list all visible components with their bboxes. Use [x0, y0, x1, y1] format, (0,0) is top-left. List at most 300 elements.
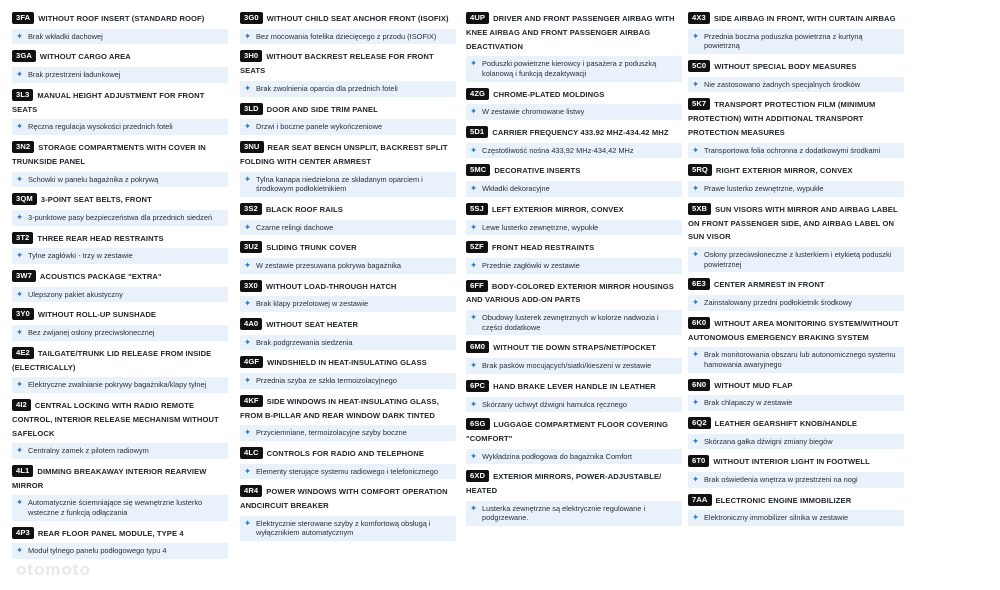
- sparkle-icon: ✦: [244, 221, 252, 232]
- sparkle-icon: ✦: [244, 259, 252, 270]
- option-title: DRIVER AND FRONT PASSENGER AIRBAG WITH KNEE AIRBAG AND FRONT PASSENGER AIRBAG DEACTIVATION: [466, 14, 675, 51]
- option-description-box: [688, 295, 904, 311]
- equipment-item: [240, 485, 456, 541]
- option-description-box: [688, 29, 904, 54]
- option-code-badge: 3N2: [12, 141, 34, 153]
- equipment-heading: [12, 308, 228, 322]
- option-description-box: [240, 220, 456, 236]
- equipment-heading: [688, 60, 904, 74]
- equipment-item: [240, 141, 456, 197]
- option-code-badge: 5RQ: [688, 164, 712, 176]
- equipment-heading: [240, 485, 456, 513]
- equipment-item: [466, 164, 682, 196]
- option-code-badge: 4GF: [240, 356, 263, 368]
- option-title: WITHOUT CARGO AREA: [39, 52, 131, 62]
- option-title: TRANSPORT PROTECTION FILM (MINIMUM PROTECTION) WITH ADDITIONAL TRANSPORT PROTECTION MEASURES: [688, 100, 876, 137]
- sparkle-icon: ✦: [16, 327, 24, 338]
- option-title: HAND BRAKE LEVER HANDLE IN LEATHER: [493, 381, 656, 391]
- option-description-box: [466, 310, 682, 335]
- option-code-badge: 3H0: [240, 50, 262, 62]
- option-description: Tylne zagłówki - trzy w zestawie: [28, 251, 133, 261]
- option-title: REAR FLOOR PANEL MODULE, TYPE 4: [37, 528, 184, 538]
- option-code-badge: 3W7: [12, 270, 36, 282]
- sparkle-icon: ✦: [470, 450, 478, 461]
- option-description-box: [240, 425, 456, 441]
- option-description-box: [688, 434, 904, 450]
- equipment-heading: [12, 399, 228, 440]
- equipment-item: [240, 12, 456, 44]
- option-description-box: [466, 358, 682, 374]
- sparkle-icon: ✦: [244, 298, 252, 309]
- option-description: Bez zwijanej osłony przeciwsłonecznej: [28, 328, 155, 338]
- equipment-item: [466, 470, 682, 526]
- option-code-badge: 6N0: [688, 379, 710, 391]
- equipment-item: [688, 278, 904, 310]
- option-code-badge: 3NU: [240, 141, 264, 153]
- option-description: Brak przestrzeni ładunkowej: [28, 70, 121, 80]
- sparkle-icon: ✦: [16, 173, 24, 184]
- option-title: WITHOUT SEAT HEATER: [266, 319, 359, 329]
- sparkle-icon: ✦: [470, 312, 478, 323]
- option-description-box: [466, 501, 682, 526]
- equipment-heading: [240, 50, 456, 78]
- option-description-box: [240, 335, 456, 351]
- equipment-item: [240, 356, 456, 388]
- equipment-item: [12, 347, 228, 393]
- equipment-item: [240, 280, 456, 312]
- option-title: SIDE WINDOWS IN HEAT-INSULATING GLASS, FROM B-PILLAR AND REAR WINDOW DARK TINTED: [240, 396, 439, 420]
- equipment-heading: [12, 465, 228, 493]
- option-description-box: [12, 29, 228, 45]
- option-description-box: [240, 81, 456, 97]
- option-description-box: [12, 325, 228, 341]
- equipment-item: [688, 417, 904, 449]
- equipment-column-3: [466, 12, 682, 587]
- option-title: RIGHT EXTERIOR MIRROR, CONVEX: [715, 166, 853, 176]
- option-title: SUN VISORS WITH MIRROR AND AIRBAG LABEL ON FRONT PASSENGER SIDE, AND AIRBAG LABEL ON SUN VISOR: [688, 204, 898, 242]
- option-description: Przednia szyba ze szkła termoizolacyjnego: [256, 376, 397, 386]
- option-description: Transportowa folia ochronna z dodatkowymi środkami: [704, 145, 881, 155]
- sparkle-icon: ✦: [692, 397, 700, 408]
- option-description: Elektrycznie sterowane szyby z komfortową obsługą i wyłącznikiem automatycznym: [256, 518, 431, 538]
- option-description: Poduszki powietrzne kierowcy i pasażera z poduszką kolanową i funkcją dezaktywacji: [482, 59, 657, 78]
- equipment-heading: [688, 12, 904, 26]
- option-description: Nie zastosowano żadnych specjalnych środków: [704, 79, 861, 89]
- option-title: LEATHER GEARSHIFT KNOB/HANDLE: [714, 418, 858, 428]
- option-description-box: [240, 172, 456, 197]
- sparkle-icon: ✦: [16, 445, 24, 456]
- option-code-badge: 3FA: [12, 12, 34, 24]
- option-description-box: [688, 247, 904, 272]
- option-description: Czarne relingi dachowe: [256, 222, 334, 232]
- sparkle-icon: ✦: [470, 58, 478, 69]
- equipment-heading: [240, 356, 456, 370]
- equipment-item: [466, 126, 682, 158]
- option-code-badge: 4LC: [240, 447, 263, 459]
- sparkle-icon: ✦: [470, 360, 478, 371]
- equipment-item: [688, 455, 904, 487]
- option-code-badge: 4R4: [240, 485, 262, 497]
- option-description-box: [12, 210, 228, 226]
- sparkle-icon: ✦: [16, 379, 24, 390]
- option-title: CHROME-PLATED MOLDINGS: [493, 89, 605, 99]
- option-title: BODY-COLORED EXTERIOR MIRROR HOUSINGS AND VARIOUS ADD-ON PARTS: [466, 281, 674, 305]
- equipment-heading: [466, 470, 682, 498]
- option-description-box: [240, 296, 456, 312]
- equipment-item: [688, 317, 904, 373]
- sparkle-icon: ✦: [16, 545, 24, 556]
- option-title: WITHOUT MUD FLAP: [714, 380, 793, 390]
- equipment-heading: [12, 89, 228, 117]
- option-description: Ulepszony pakiet akustyczny: [28, 289, 123, 299]
- option-title: WITHOUT BACKREST RELEASE FOR FRONT SEATS: [240, 52, 434, 76]
- equipment-item: [466, 280, 682, 336]
- equipment-item: [466, 12, 682, 82]
- option-description-box: [688, 395, 904, 411]
- option-title: EXTERIOR MIRRORS, POWER-ADJUSTABLE/ HEATED: [466, 472, 662, 496]
- option-title: SLIDING TRUNK COVER: [266, 243, 357, 253]
- equipment-item: [466, 418, 682, 464]
- option-description: Brak zwolnienia oparcia dla przednich foteli: [256, 83, 398, 93]
- option-code-badge: 5XB: [688, 203, 711, 215]
- option-description: Brak wkładki dachowej: [28, 31, 103, 41]
- equipment-column-2: [240, 12, 456, 587]
- option-code-badge: 3L3: [12, 89, 33, 101]
- equipment-item: [12, 527, 228, 559]
- equipment-heading: [688, 455, 904, 469]
- option-description: W zestawie chromowane listwy: [482, 107, 585, 117]
- option-description: Brak klapy przelotowej w zestawie: [256, 299, 369, 309]
- option-description: Brak oświetlenia wnętrza w przestrzeni na nogi: [704, 475, 858, 485]
- option-description-box: [12, 287, 228, 303]
- option-description: Częstotliwość nośna 433,92 MHz-434,42 MHz: [482, 145, 634, 155]
- option-title: CONTROLS FOR RADIO AND TELEPHONE: [266, 448, 424, 458]
- option-description-box: [240, 258, 456, 274]
- option-code-badge: 5D1: [466, 126, 488, 138]
- option-code-badge: 3LD: [240, 103, 263, 115]
- equipment-heading: [466, 380, 682, 394]
- option-title: TAILGATE/TRUNK LID RELEASE FROM INSIDE (ELECTRICALLY): [12, 348, 212, 372]
- option-description-box: [688, 510, 904, 526]
- equipment-heading: [12, 12, 228, 26]
- equipment-heading: [688, 379, 904, 393]
- equipment-heading: [688, 494, 904, 508]
- equipment-item: [466, 241, 682, 273]
- option-description-box: [12, 248, 228, 264]
- sparkle-icon: ✦: [16, 497, 24, 508]
- option-code-badge: 5C0: [688, 60, 710, 72]
- sparkle-icon: ✦: [470, 144, 478, 155]
- option-description-box: [240, 516, 456, 541]
- sparkle-icon: ✦: [16, 250, 24, 261]
- sparkle-icon: ✦: [692, 78, 700, 89]
- equipment-item: [12, 270, 228, 302]
- option-description: Przyciemniane, termoizolacyjne szyby boczne: [256, 428, 407, 438]
- option-title: REAR SEAT BENCH UNSPLIT, BACKREST SPLIT FOLDING WITH CENTER ARMREST: [240, 142, 448, 166]
- option-title: LUGGAGE COMPARTMENT FLOOR COVERING "COMFORT": [466, 420, 669, 443]
- option-title: WITHOUT TIE DOWN STRAPS/NET/POCKET: [493, 343, 656, 353]
- option-description-box: [688, 181, 904, 197]
- equipment-heading: [688, 278, 904, 292]
- option-description: Prawe lusterko zewnętrzne, wypukłe: [704, 184, 824, 194]
- option-title: WITHOUT INTERIOR LIGHT IN FOOTWELL: [713, 457, 870, 467]
- option-code-badge: 5K7: [688, 98, 710, 110]
- equipment-item: [688, 494, 904, 526]
- sparkle-icon: ✦: [16, 69, 24, 80]
- sparkle-icon: ✦: [692, 183, 700, 194]
- equipment-heading: [240, 203, 456, 217]
- equipment-heading: [240, 241, 456, 255]
- equipment-heading: [12, 141, 228, 169]
- option-title: WITHOUT SPECIAL BODY MEASURES: [714, 61, 857, 71]
- equipment-heading: [12, 270, 228, 284]
- option-code-badge: 4P3: [12, 527, 34, 539]
- sparkle-icon: ✦: [692, 144, 700, 155]
- equipment-item: [12, 12, 228, 44]
- sparkle-icon: ✦: [692, 249, 700, 260]
- equipment-heading: [466, 341, 682, 355]
- option-code-badge: 6FF: [466, 280, 488, 292]
- equipment-heading: [240, 447, 456, 461]
- option-description: Bez mocowania fotelika dziecięcego z przodu (ISOFIX): [256, 31, 437, 41]
- option-code-badge: 4L1: [12, 465, 33, 477]
- option-code-badge: 3X0: [240, 280, 262, 292]
- option-description: Automatycznie ściemniające się wewnętrzne lusterko wsteczne z funkcją odłączania: [28, 498, 203, 518]
- sparkle-icon: ✦: [470, 106, 478, 117]
- option-code-badge: 3G0: [240, 12, 263, 24]
- option-title: CENTER ARMREST IN FRONT: [713, 280, 825, 290]
- option-code-badge: 3T2: [12, 232, 33, 244]
- equipment-column-1: [12, 12, 228, 587]
- option-description-box: [240, 29, 456, 45]
- option-description: Przednie zagłówki w zestawie: [482, 260, 580, 270]
- option-code-badge: 7AA: [688, 494, 712, 506]
- option-code-badge: 5ZF: [466, 241, 488, 253]
- option-title: WITHOUT LOAD-THROUGH HATCH: [265, 281, 397, 291]
- option-description: Brak pasków mocujących/siatki/kieszeni w zestawie: [482, 361, 652, 371]
- option-code-badge: 6PC: [466, 380, 489, 392]
- option-title: DECORATIVE INSERTS: [494, 166, 581, 176]
- equipment-item: [240, 203, 456, 235]
- option-description-box: [466, 220, 682, 236]
- equipment-item: [240, 103, 456, 135]
- option-description: Zainstalowany przedni podłokietnik środkowy: [704, 298, 852, 308]
- equipment-item: [240, 318, 456, 350]
- option-code-badge: 3S2: [240, 203, 262, 215]
- option-description: Drzwi i boczne panele wykończeniowe: [256, 122, 383, 132]
- option-description-box: [12, 172, 228, 188]
- option-title: WINDSHIELD IN HEAT-INSULATING GLASS: [267, 358, 427, 368]
- sparkle-icon: ✦: [244, 517, 252, 528]
- option-description-box: [12, 543, 228, 559]
- option-description-box: [240, 119, 456, 135]
- option-description-box: [466, 104, 682, 120]
- option-description-box: [12, 119, 228, 135]
- option-description-box: [688, 472, 904, 488]
- option-description: Elementy sterujące systemu radiowego i telefonicznego: [256, 466, 438, 476]
- option-title: THREE REAR HEAD RESTRAINTS: [37, 233, 164, 243]
- equipment-item: [240, 50, 456, 96]
- sparkle-icon: ✦: [16, 121, 24, 132]
- equipment-item: [12, 89, 228, 135]
- option-title: BLACK ROOF RAILS: [265, 204, 343, 214]
- option-title: 3-POINT SEAT BELTS, FRONT: [40, 195, 152, 205]
- option-code-badge: 4X3: [688, 12, 710, 24]
- equipment-heading: [688, 98, 904, 139]
- equipment-heading: [688, 417, 904, 431]
- option-description-box: [12, 67, 228, 83]
- option-description: 3-punktowe pasy bezpieczeństwa dla przednich siedzeń: [28, 212, 213, 222]
- option-description-box: [688, 77, 904, 93]
- option-title: STORAGE COMPARTMENTS WITH COVER IN TRUNKSIDE PANEL: [12, 142, 206, 166]
- equipment-item: [12, 232, 228, 264]
- option-title: SIDE AIRBAG IN FRONT, WITH CURTAIN AIRBAG: [713, 14, 896, 23]
- sparkle-icon: ✦: [692, 474, 700, 485]
- option-title: WITHOUT AREA MONITORING SYSTEM/WITHOUT AUTONOMOUS EMERGENCY BRAKING SYSTEM: [688, 318, 899, 342]
- option-code-badge: 4I2: [12, 399, 31, 411]
- option-description: Lusterka zewnętrzne są elektrycznie regulowane i podgrzewane.: [482, 503, 646, 523]
- sparkle-icon: ✦: [244, 121, 252, 132]
- sparkle-icon: ✦: [470, 183, 478, 194]
- option-title: FRONT HEAD RESTRAINTS: [491, 243, 595, 253]
- option-code-badge: 3GA: [12, 50, 36, 62]
- option-code-badge: 3QM: [12, 193, 37, 205]
- option-code-badge: 6M0: [466, 341, 489, 353]
- equipment-heading: [466, 418, 682, 446]
- equipment-item: [12, 193, 228, 225]
- option-description-box: [12, 495, 228, 520]
- option-title: WITHOUT CHILD SEAT ANCHOR FRONT (ISOFIX): [266, 14, 449, 23]
- equipment-heading: [240, 280, 456, 294]
- sparkle-icon: ✦: [692, 297, 700, 308]
- equipment-item: [240, 241, 456, 273]
- sparkle-icon: ✦: [470, 259, 478, 270]
- option-description-box: [688, 143, 904, 159]
- option-title: DIMMING BREAKAWAY INTERIOR REARVIEW MIRROR: [12, 466, 207, 490]
- equipment-item: [466, 380, 682, 412]
- equipment-item: [688, 203, 904, 273]
- option-code-badge: 6Q2: [688, 417, 711, 429]
- option-description: Wykładzina podłogowa do bagażnika Comfort: [482, 451, 632, 461]
- sparkle-icon: ✦: [470, 502, 478, 513]
- option-title: ELECTRONIC ENGINE IMMOBILIZER: [715, 495, 852, 505]
- option-code-badge: 5SJ: [466, 203, 488, 215]
- option-code-badge: 4A0: [240, 318, 262, 330]
- equipment-heading: [12, 232, 228, 246]
- equipment-column-4: [688, 12, 904, 587]
- option-description-box: [466, 143, 682, 159]
- equipment-heading: [466, 12, 682, 53]
- equipment-heading: [12, 193, 228, 207]
- sparkle-icon: ✦: [244, 30, 252, 41]
- option-description: Obudowy lusterek zewnętrznych w kolorze nadwozia i części dodatkowe: [482, 313, 659, 332]
- equipment-heading: [12, 50, 228, 64]
- option-description-box: [12, 443, 228, 459]
- equipment-heading: [688, 317, 904, 345]
- equipment-heading: [688, 164, 904, 178]
- watermark-logo: otomoto: [16, 560, 91, 579]
- option-title: CENTRAL LOCKING WITH RADIO REMOTE CONTROL, INTERIOR RELEASE MECHANISM WITHOUT SAFELOCK: [12, 400, 219, 438]
- sparkle-icon: ✦: [470, 398, 478, 409]
- option-title: WITHOUT ROLL-UP SUNSHADE: [37, 310, 157, 320]
- option-description: Brak chlapaczy w zestawie: [704, 398, 793, 408]
- option-description-box: [12, 377, 228, 393]
- option-description: Wkładki dekoracyjne: [482, 184, 550, 194]
- option-description: Lewe lusterko zewnętrzne, wypukłe: [482, 222, 599, 232]
- equipment-heading: [12, 347, 228, 375]
- sparkle-icon: ✦: [244, 375, 252, 386]
- option-code-badge: 4E2: [12, 347, 34, 359]
- option-description: Osłony przeciwsłoneczne z lusterkiem i etykietą poduszki powietrznej: [704, 250, 892, 269]
- sparkle-icon: ✦: [244, 465, 252, 476]
- sparkle-icon: ✦: [16, 30, 24, 41]
- option-code-badge: 6XD: [466, 470, 489, 482]
- option-description: Brak monitorowania obszaru lub autonomicznego systemu hamowania awaryjnego: [704, 350, 896, 369]
- option-title: ACOUSTICS PACKAGE "EXTRA": [39, 271, 162, 281]
- option-description: Elektroniczny immobilizer silnika w zestawie: [704, 513, 849, 523]
- option-description-box: [240, 464, 456, 480]
- option-description: Elektryczne zwalnianie pokrywy bagażnika/klapy tylnej: [28, 380, 207, 390]
- option-description-box: [688, 347, 904, 372]
- option-description-box: [466, 181, 682, 197]
- option-description: Centralny zamek z pilotem radiowym: [28, 446, 149, 456]
- equipment-heading: [240, 141, 456, 169]
- option-code-badge: 6T0: [688, 455, 709, 467]
- sparkle-icon: ✦: [244, 82, 252, 93]
- option-code-badge: 4UP: [466, 12, 489, 24]
- option-title: POWER WINDOWS WITH COMFORT OPERATION ANDCIRCUIT BREAKER: [240, 487, 448, 511]
- option-description-box: [466, 258, 682, 274]
- option-code-badge: 3Y0: [12, 308, 34, 320]
- equipment-heading: [466, 280, 682, 308]
- equipment-item: [12, 465, 228, 521]
- equipment-item: [688, 60, 904, 92]
- sparkle-icon: ✦: [244, 336, 252, 347]
- equipment-item: [466, 341, 682, 373]
- option-description: Przednia boczna poduszka powietrzna z kurtyną powietrzną: [704, 31, 863, 51]
- option-code-badge: 6SG: [466, 418, 490, 430]
- equipment-item: [688, 164, 904, 196]
- equipment-item: [240, 447, 456, 479]
- option-description-box: [466, 397, 682, 413]
- equipment-item: [466, 88, 682, 120]
- sparkle-icon: ✦: [692, 30, 700, 41]
- sparkle-icon: ✦: [470, 221, 478, 232]
- equipment-item: [688, 98, 904, 158]
- option-code-badge: 6K0: [688, 317, 710, 329]
- sparkle-icon: ✦: [692, 349, 700, 360]
- equipment-heading: [688, 203, 904, 244]
- option-description: Tylna kanapa niedzielona ze składanym oparciem i środkowym podłokietnikiem: [256, 174, 423, 194]
- option-code-badge: 6E3: [688, 278, 710, 290]
- option-description-box: [466, 449, 682, 465]
- option-code-badge: 3U2: [240, 241, 262, 253]
- equipment-heading: [12, 527, 228, 541]
- equipment-heading: [240, 318, 456, 332]
- option-description-box: [240, 373, 456, 389]
- option-code-badge: 5MC: [466, 164, 490, 176]
- option-description: Skórzany uchwyt dźwigni hamulca ręcznego: [482, 399, 628, 409]
- equipment-heading: [466, 126, 682, 140]
- equipment-item: [466, 203, 682, 235]
- sparkle-icon: ✦: [692, 512, 700, 523]
- option-title: LEFT EXTERIOR MIRROR, CONVEX: [491, 204, 624, 214]
- option-description: Moduł tylnego panelu podłogowego typu 4: [28, 546, 167, 556]
- equipment-item: [688, 379, 904, 411]
- option-title: CARRIER FREQUENCY 433.92 MHZ-434.42 MHZ: [492, 127, 669, 137]
- equipment-heading: [466, 203, 682, 217]
- option-title: DOOR AND SIDE TRIM PANEL: [266, 104, 378, 114]
